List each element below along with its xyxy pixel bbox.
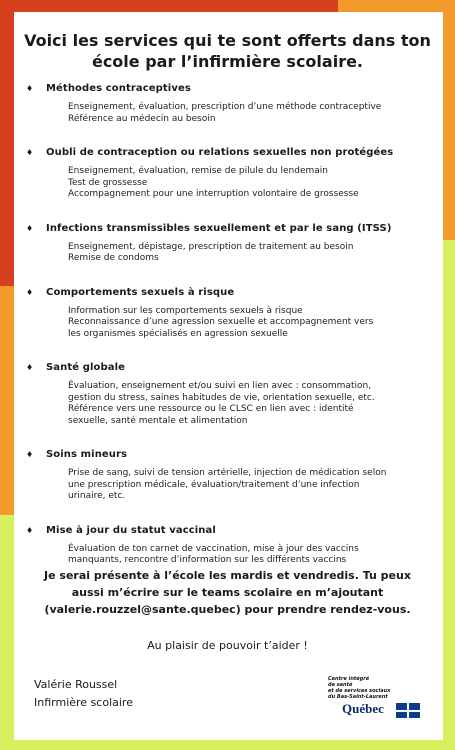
section-line: Évaluation de ton carnet de vaccination, mise à jour des vaccins — [68, 543, 359, 554]
diamond-bullet-icon: ♦ — [26, 363, 34, 372]
signature-block — [34, 676, 133, 712]
service-section — [26, 82, 429, 125]
section-line: Accompagnement pour une interruption volontaire de grossesse — [68, 189, 359, 199]
logo-organization-text: Centre intégré de santé et de services sociaux du Bas-Saint-Laurent — [328, 676, 391, 700]
section-title: Infections transmissibles sexuellement et par le sang (ITSS) — [46, 222, 392, 234]
signature-name: Valérie Roussel — [34, 678, 118, 691]
section-line: Enseignement, évaluation, remise de pilule du lendemain — [68, 166, 328, 176]
diamond-bullet-icon: ♦ — [26, 148, 34, 157]
availability-message — [28, 567, 427, 618]
service-section — [26, 524, 429, 567]
availability-line: (valerie.rouzzel@sante.quebec) pour prendre rendez-vous. — [44, 603, 411, 616]
service-section — [26, 146, 429, 201]
closing-greeting: Au plaisir de pouvoir t’aider ! — [147, 639, 308, 652]
signature-role: Infirmière scolaire — [34, 696, 133, 709]
section-line: Évaluation, enseignement et/ou suivi en lien avec : consommation, — [68, 381, 372, 391]
frame-top-red-bar — [0, 0, 338, 12]
availability-line: aussi m’écrire sur le teams scolaire en m’ajoutant — [71, 586, 384, 599]
diamond-bullet-icon: ♦ — [26, 223, 34, 233]
frame-bottom-green-bar — [0, 740, 455, 750]
section-line: les organismes spécialisés en agression sexuelle — [68, 328, 288, 339]
frame-left-orange-bar — [0, 286, 14, 515]
service-section — [26, 222, 429, 265]
services-list — [26, 82, 429, 567]
section-line: manquants, rencontre d’information sur les différents vaccins — [68, 555, 347, 565]
section-line: Information sur les comportements sexuels à risque — [68, 305, 303, 316]
section-line: une prescription médicale, évaluation/traitement d’une infection — [68, 479, 360, 490]
cisss-quebec-logo — [322, 676, 422, 720]
section-line: sexuelle, santé mentale et alimentation — [68, 415, 248, 426]
availability-line: Je serai présente à l’école les mardis et vendredis. Tu peux — [44, 569, 411, 582]
frame-top-orange-bar — [338, 0, 455, 12]
frame-right-green-bar — [443, 240, 455, 750]
diamond-bullet-icon: ♦ — [26, 525, 34, 535]
quebec-flag-icon — [396, 703, 420, 718]
logo-quebec-wordmark: Québec — [342, 701, 384, 716]
section-line: Test de grossesse — [68, 177, 148, 188]
poster-title: Voici les services qui te sont offerts dans ton école par l’infirmière scolaire. — [24, 31, 431, 71]
section-line: Reconnaissance d’une agression sexuelle et accompagnement vers — [68, 317, 374, 327]
section-title: Mise à jour du statut vaccinal — [46, 524, 216, 536]
section-title: Soins mineurs — [46, 449, 128, 460]
diamond-bullet-icon: ♦ — [26, 450, 34, 459]
section-title: Comportements sexuels à risque — [46, 286, 235, 298]
diamond-bullet-icon: ♦ — [26, 84, 34, 93]
service-section — [26, 361, 429, 427]
service-section — [26, 286, 429, 341]
section-line: Enseignement, dépistage, prescription de traitement au besoin — [68, 241, 354, 252]
section-line: Remise de condoms — [68, 253, 159, 263]
section-line: urinaire, etc. — [68, 491, 126, 501]
section-title: Méthodes contraceptives — [46, 83, 191, 94]
frame-left-green-bar — [0, 515, 14, 750]
section-line: Référence vers une ressource ou le CLSC en lien avec : identité — [68, 404, 354, 414]
section-line: Prise de sang, suivi de tension artérielle, injection de médication selon — [68, 468, 387, 478]
service-section — [26, 448, 429, 503]
section-title: Oubli de contraception ou relations sexuelles non protégées — [46, 147, 394, 158]
section-line: Enseignement, évaluation, prescription d’une méthode contraceptive — [68, 102, 382, 112]
section-line: gestion du stress, saines habitudes de vie, orientation sexuelle, etc. — [68, 392, 375, 403]
section-line: Référence au médecin au besoin — [68, 113, 216, 124]
section-title: Santé globale — [46, 362, 125, 373]
frame-right-orange-bar — [443, 0, 455, 240]
diamond-bullet-icon: ♦ — [26, 287, 34, 297]
frame-left-red-bar — [0, 0, 14, 286]
